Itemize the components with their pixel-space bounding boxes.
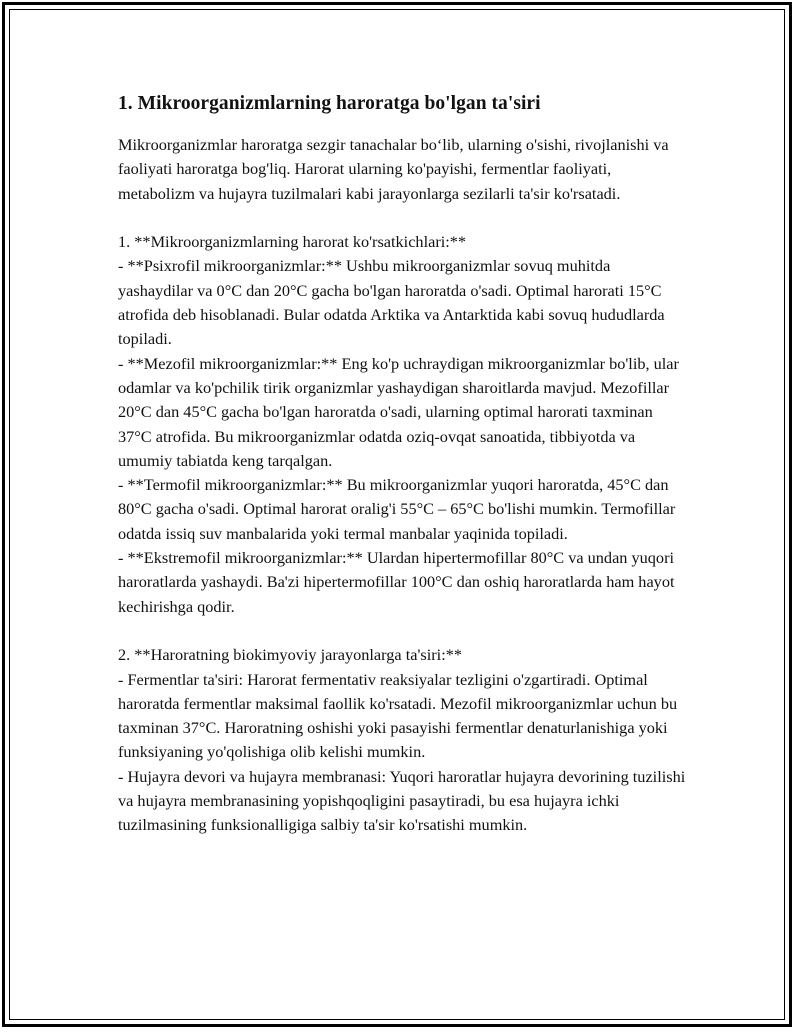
document-body — [118, 92, 688, 838]
psychrophile-paragraph: - **Psixrofil mikroorganizmlar:** Ushbu mikroorganizmlar sovuq muhitda yashaydilar va 0°C dan 20°C gacha bo'lgan haroratda o'sadi. Optimal harorati 15°C atrofida deb hisoblanadi. Bular odatda Arktika va Antarktida kabi sovuq hududlarda topiladi. — [118, 256, 665, 349]
mesophile-paragraph: - **Mezofil mikroorganizmlar:** Eng ko'p uchraydigan mikroorganizmlar bo'lib, ular odamlar va ko'pchilik tirik organizmlar yashaydigan sharoitlarda mavjud. Mezofillar 20°C dan 45°C gacha bo'lgan haroratda o'sadi, ularning optimal harorati taxminan 37°C atrofida. Bu mikroorganizmlar odatda oziq-ovqat sanoatida, tibbiyotda va umumiy tabiatda keng tarqalgan. — [118, 353, 679, 470]
section2-heading: 2. **Haroratning biokimyoviy jarayonlarga ta'siri:** — [118, 645, 463, 665]
paragraph-gap — [118, 206, 688, 230]
intro-paragraph: Mikroorganizmlar haroratga sezgir tanachalar bo‘lib, ularning o'sishi, rivojlanishi va faoliyati haroratga bog'liq. Harorat ularning ko'payishi, fermentlar faoliyati, metabolizm va hujayra tuzilmalari kabi jarayonlarga sezilarli ta'sir ko'rsatadi. — [118, 135, 669, 203]
paragraph-gap — [118, 619, 688, 643]
section1-heading: 1. **Mikroorganizmlarning harorat ko'rsatkichlari:** — [118, 232, 467, 252]
thermophile-paragraph: - **Termofil mikroorganizmlar:** Bu mikroorganizmlar yuqori haroratda, 45°C dan 80°C gacha o'sadi. Optimal harorat oralig'i 55°C – 65°C bo'lishi mumkin. Termofillar odatda issiq suv manbalarida yoki termal manbalar yaqinida topiladi. — [118, 475, 676, 543]
cell-membrane-paragraph: - Hujayra devori va hujayra membranasi: Yuqori haroratlar hujayra devorining tuzilishi va hujayra membranasining yopishqoqligini pasaytiradi, bu esa hujayra ichki tuzilmasining funksionalligiga salbiy ta'sir ko'rsatishi mumkin. — [118, 766, 686, 835]
enzyme-paragraph: - Fermentlar ta'siri: Harorat fermentativ reaksiyalar tezligini o'zgartiradi. Optimal haroratda fermentlar maksimal faollik ko'rsatadi. Mezofil mikroorganizmlar uchun bu taxminan 37°C. Haroratning oshishi yoki pasayishi fermentlar denaturlanishiga yoki funksiyaning yo'qolishiga olib kelishi mumkin. — [118, 669, 678, 762]
extremophile-paragraph: - **Ekstremofil mikroorganizmlar:** Ulardan hipertermofillar 80°C va undan yuqori haroratlarda yashaydi. Ba'zi hipertermofillar 100°C dan oshiq haroratlarda ham hayot kechirishga qodir. — [118, 548, 675, 616]
document-title: 1. Mikroorganizmlarning haroratga bo'lgan ta'siri — [118, 93, 541, 114]
